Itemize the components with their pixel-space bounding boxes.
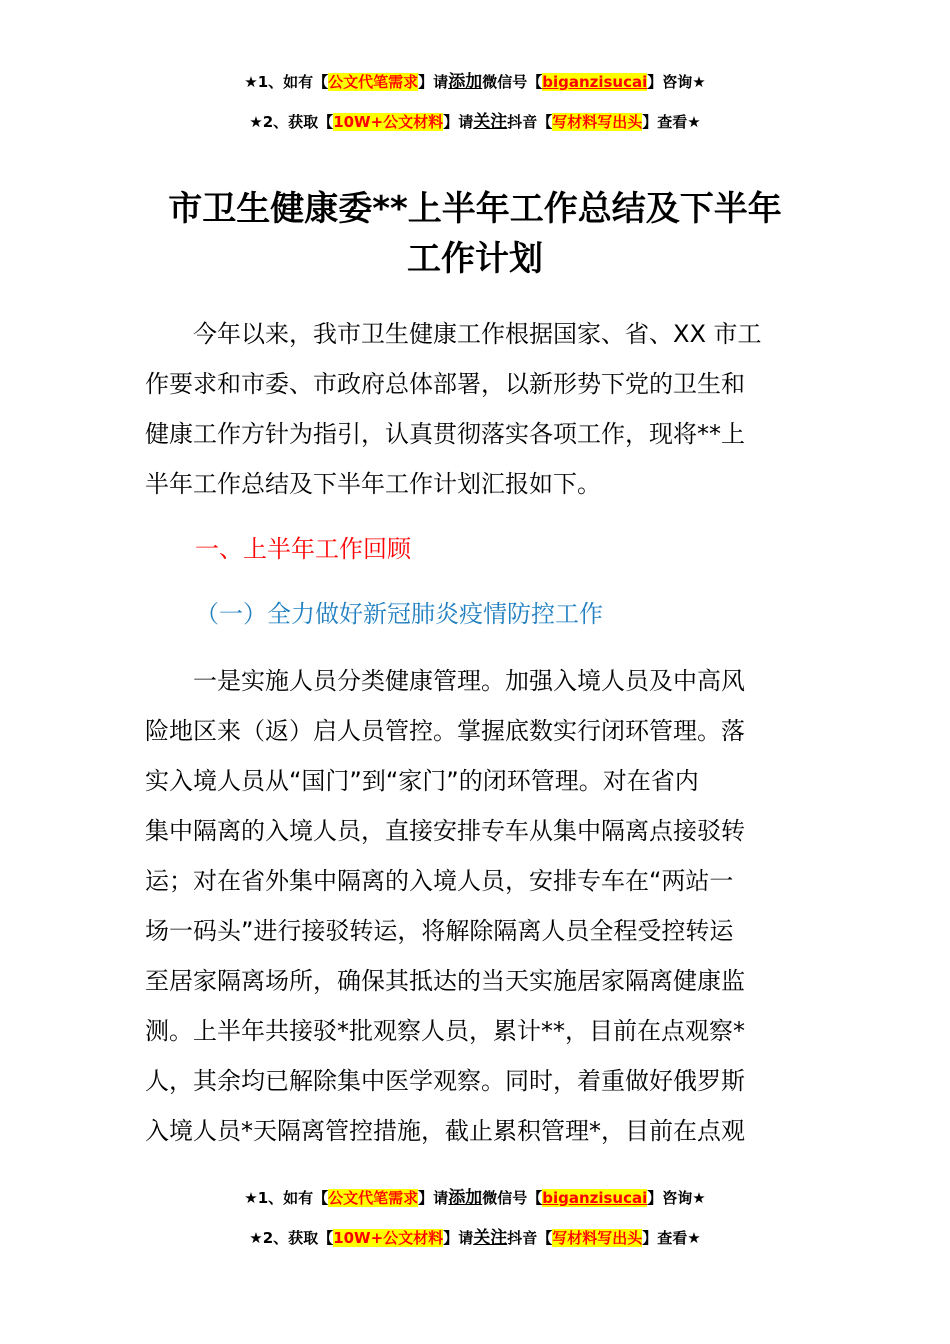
body-paragraph (145, 656, 810, 1156)
banner-highlight-wechat-id: biganzisucai (542, 73, 648, 91)
paragraph-line: 实入境人员从“国门”到“家门”的闭环管理。对在省内 (145, 767, 699, 795)
banner-prefix: ★1、如有【 (244, 73, 329, 91)
banner-highlight-materials: 10W+公文材料 (333, 1229, 444, 1247)
banner-text: 】请 (418, 73, 449, 91)
subsection-heading: （一）全力做好新冠肺炎疫情防控工作 (195, 600, 603, 628)
banner-text: 抖音【 (507, 113, 553, 131)
banner-text: 】请 (443, 1229, 474, 1247)
banner-emphasis: 添加 (448, 1188, 483, 1208)
header-banner-line-1 (0, 72, 950, 92)
banner-highlight-service: 公文代笔需求 (328, 1189, 419, 1207)
banner-highlight-douyin: 写材料写出头 (552, 1229, 643, 1247)
paragraph-line: 入境人员*天隔离管控措施，截止累积管理*，目前在点观 (145, 1117, 745, 1145)
paragraph-line: 作要求和市委、市政府总体部署，以新形势下党的卫生和 (145, 370, 745, 398)
banner-emphasis: 添加 (448, 72, 483, 92)
banner-text: 】请 (443, 113, 474, 131)
section-heading: 一、上半年工作回顾 (195, 535, 411, 563)
banner-suffix: 】查看★ (642, 1229, 701, 1247)
intro-paragraph (145, 309, 810, 509)
banner-suffix: 】查看★ (642, 113, 701, 131)
banner-suffix: 】咨询★ (647, 73, 706, 91)
banner-text: 微信号【 (482, 1189, 543, 1207)
paragraph-line: 今年以来，我市卫生健康工作根据国家、省、XX 市工 (145, 320, 762, 348)
paragraph-line: 健康工作方针为指引，认真贯彻落实各项工作，现将**上 (145, 420, 745, 448)
paragraph-line: 一是实施人员分类健康管理。加强入境人员及中高风 (145, 667, 745, 695)
banner-highlight-service: 公文代笔需求 (328, 73, 419, 91)
footer-banner-line-2 (0, 1228, 950, 1248)
banner-highlight-materials: 10W+公文材料 (333, 113, 444, 131)
paragraph-line: 运；对在省外集中隔离的入境人员，安排专车在“两站一 (145, 867, 734, 895)
banner-prefix: ★2、获取【 (249, 113, 334, 131)
banner-text: 抖音【 (507, 1229, 553, 1247)
document-title-line-2: 工作计划 (407, 239, 543, 279)
banner-emphasis: 关注 (473, 1228, 508, 1248)
paragraph-line: 至居家隔离场所，确保其抵达的当天实施居家隔离健康监 (145, 967, 745, 995)
footer-banner-line-1 (0, 1188, 950, 1208)
banner-highlight-douyin: 写材料写出头 (552, 113, 643, 131)
paragraph-line: 人，其余均已解除集中医学观察。同时，着重做好俄罗斯 (145, 1067, 745, 1095)
banner-prefix: ★1、如有【 (244, 1189, 329, 1207)
paragraph-line: 测。上半年共接驳*批观察人员，累计**，目前在点观察* (145, 1017, 745, 1045)
paragraph-line: 集中隔离的入境人员，直接安排专车从集中隔离点接驳转 (145, 817, 745, 845)
document-title-line-1: 市卫生健康委**上半年工作总结及下半年 (168, 189, 782, 229)
paragraph-line: 场一码头”进行接驳转运，将解除隔离人员全程受控转运 (145, 917, 734, 945)
paragraph-line: 险地区来（返）启人员管控。掌握底数实行闭环管理。落 (145, 717, 745, 745)
banner-text: 微信号【 (482, 73, 543, 91)
banner-highlight-wechat-id: biganzisucai (542, 1189, 648, 1207)
banner-suffix: 】咨询★ (647, 1189, 706, 1207)
paragraph-line: 半年工作总结及下半年工作计划汇报如下。 (145, 470, 601, 498)
header-banner-line-2 (0, 112, 950, 132)
banner-prefix: ★2、获取【 (249, 1229, 334, 1247)
banner-text: 】请 (418, 1189, 449, 1207)
banner-emphasis: 关注 (473, 112, 508, 132)
